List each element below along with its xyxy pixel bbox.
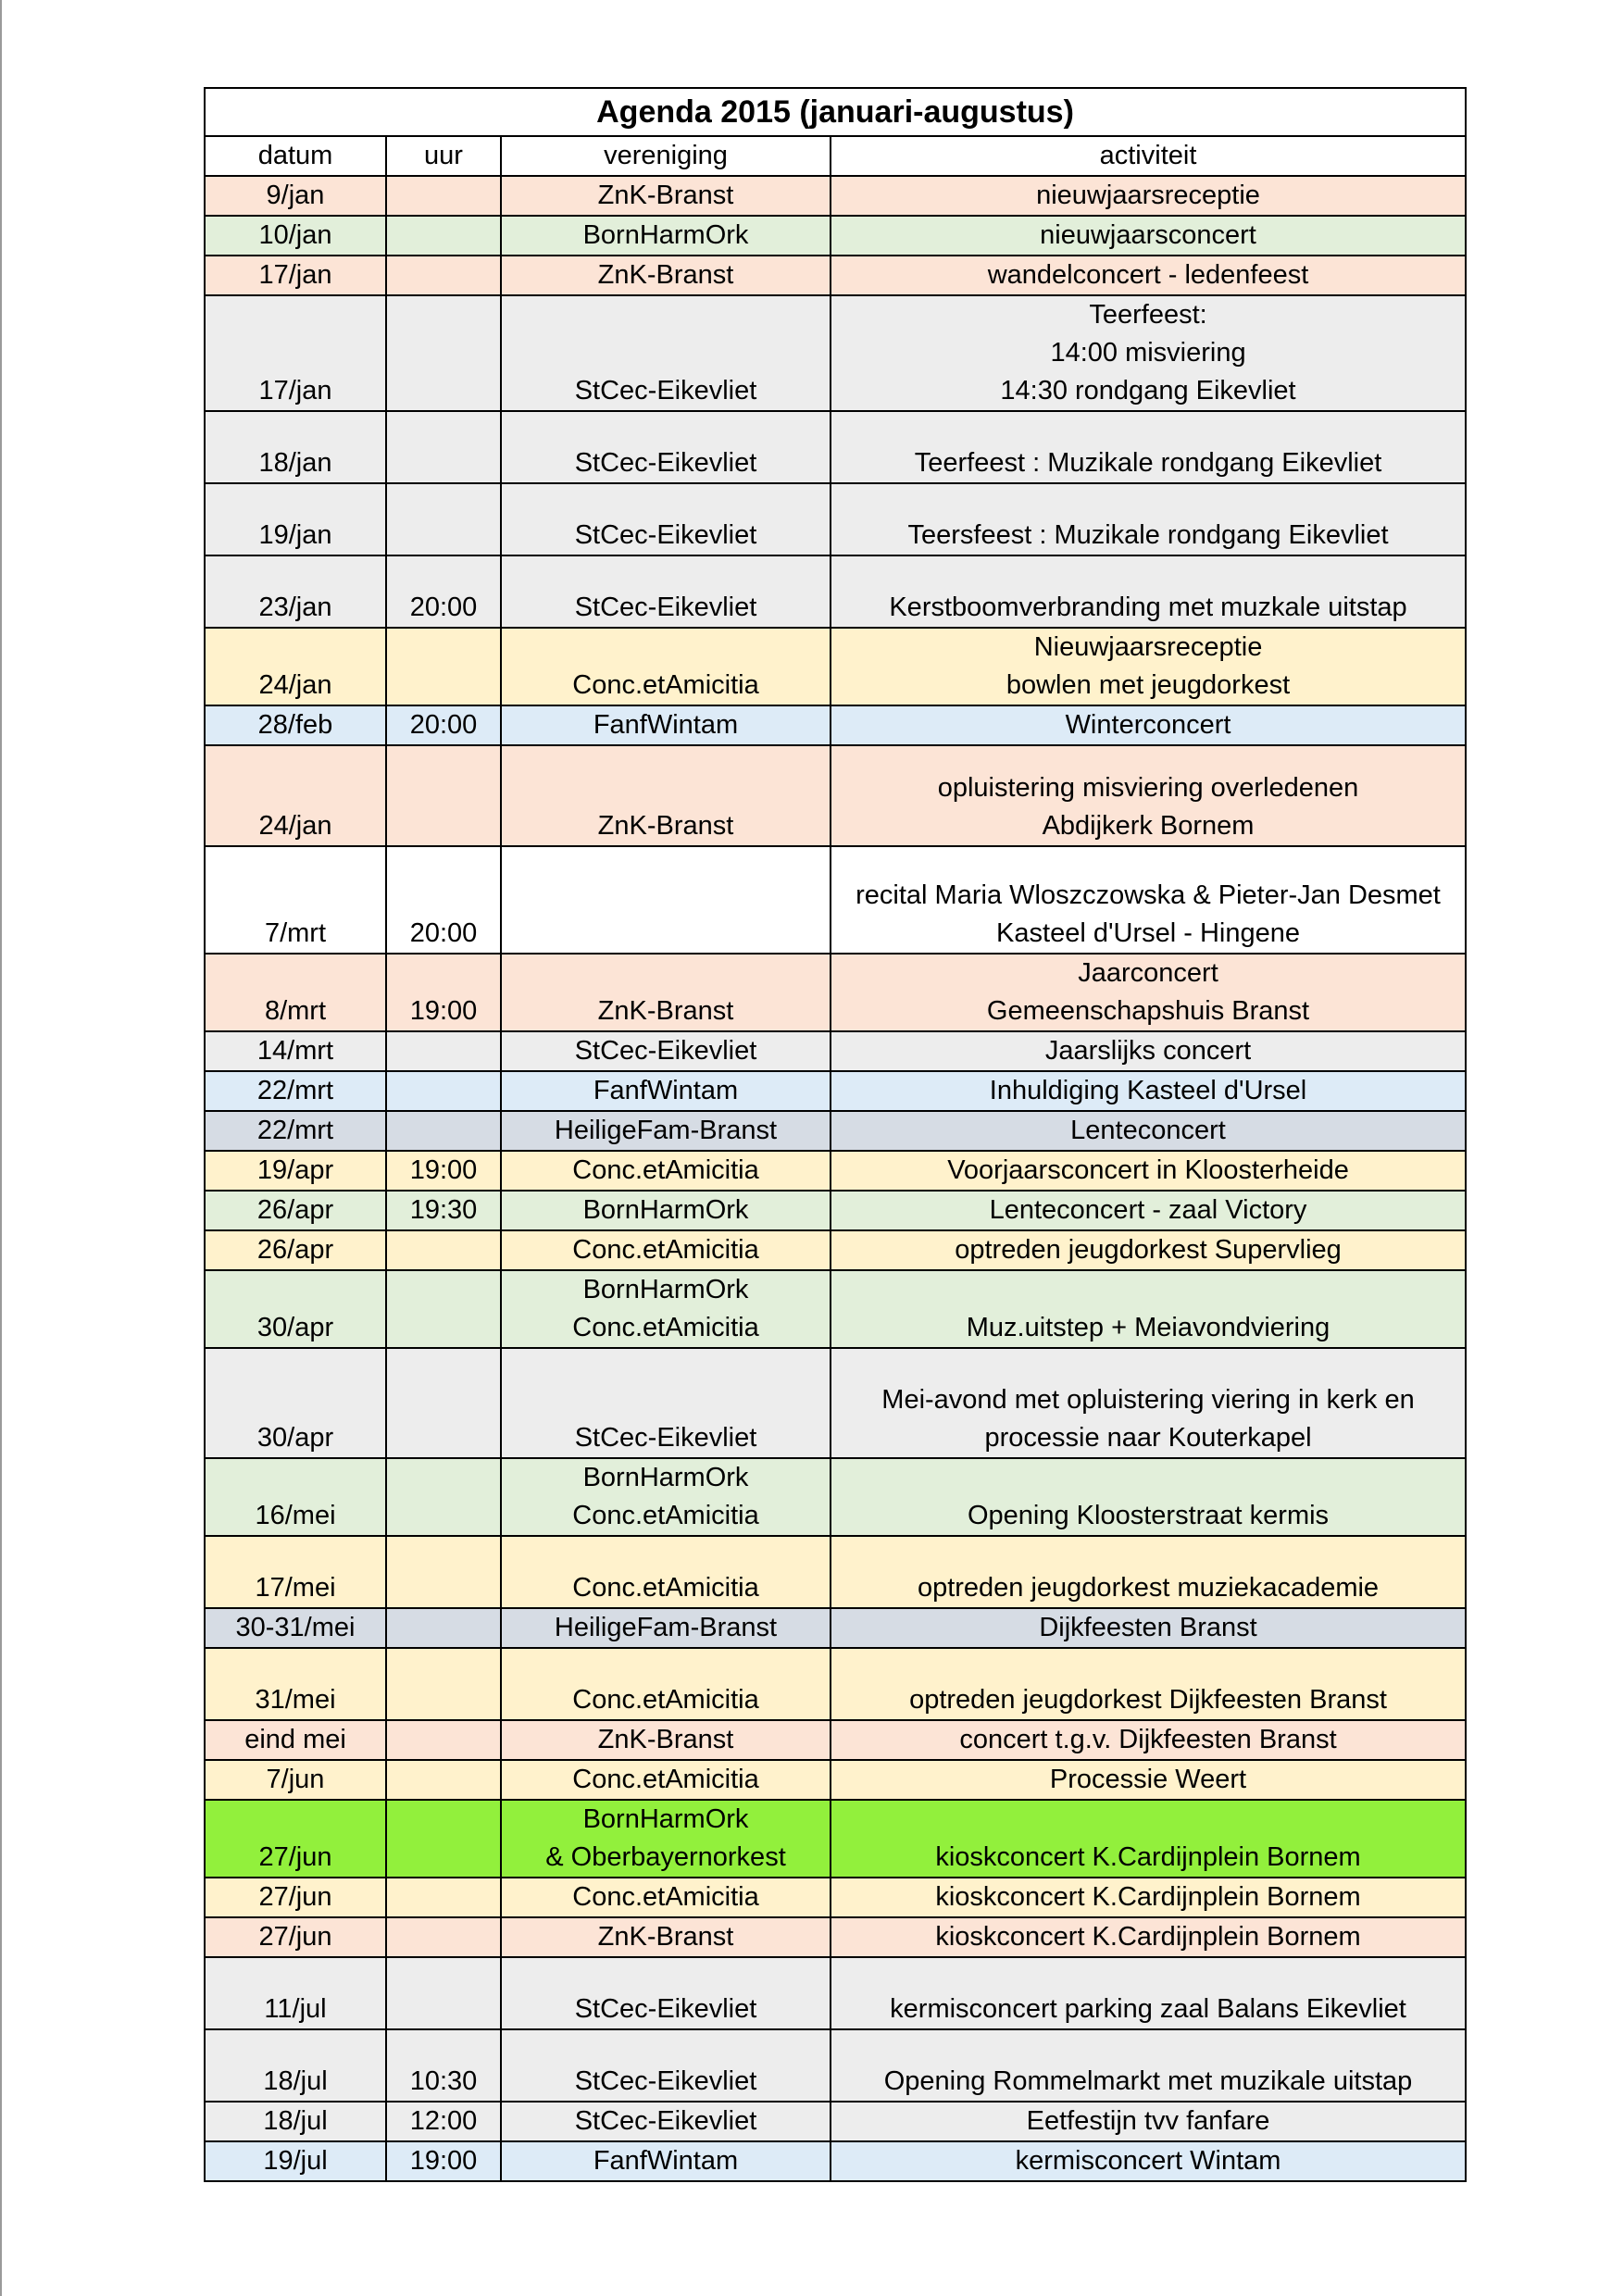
activiteit-cell xyxy=(831,1191,1466,1230)
activiteit-cell-line: Winterconcert xyxy=(1065,710,1231,740)
uur-cell xyxy=(386,1760,501,1800)
uur-cell xyxy=(386,216,501,256)
vereniging-cell xyxy=(501,1800,831,1878)
vereniging-cell-line: StCec-Eikevliet xyxy=(574,2066,757,2096)
activiteit-cell xyxy=(831,1270,1466,1348)
activiteit-cell-line: Processie Weert xyxy=(1049,1765,1247,1794)
agenda-row xyxy=(205,1348,1466,1458)
vereniging-cell-line: Conc.etAmicitia xyxy=(572,1155,759,1185)
uur-cell: 12:00 xyxy=(386,2102,501,2141)
agenda-row xyxy=(205,2141,1466,2181)
agenda-row xyxy=(205,745,1466,846)
agenda-row xyxy=(205,1071,1466,1111)
datum-cell: 19/jul xyxy=(205,2141,386,2181)
uur-cell xyxy=(386,1458,501,1536)
page-left-edge xyxy=(0,0,2,2296)
activiteit-cell xyxy=(831,256,1466,295)
vereniging-cell-line: FanfWintam xyxy=(593,710,739,740)
agenda-row xyxy=(205,1031,1466,1071)
activiteit-cell-line: 14:30 rondgang Eikevliet xyxy=(1000,376,1296,406)
agenda-row xyxy=(205,1151,1466,1191)
activiteit-cell-line: optreden jeugdorkest muziekacademie xyxy=(917,1573,1380,1603)
datum-cell: 8/mrt xyxy=(205,954,386,1031)
datum-cell: 27/jun xyxy=(205,1800,386,1878)
activiteit-cell-line: optreden jeugdorkest Supervlieg xyxy=(955,1235,1342,1265)
uur-cell xyxy=(386,1111,501,1151)
activiteit-cell-line: bowlen met jeugdorkest xyxy=(1006,670,1291,700)
activiteit-cell xyxy=(831,1720,1466,1760)
datum-cell: 9/jan xyxy=(205,176,386,216)
datum-cell: 23/jan xyxy=(205,555,386,628)
activiteit-cell xyxy=(831,216,1466,256)
vereniging-cell xyxy=(501,216,831,256)
agenda-title: Agenda 2015 (januari-augustus) xyxy=(205,88,1466,136)
vereniging-cell-line: BornHarmOrk xyxy=(582,1463,749,1492)
activiteit-cell-line: nieuwjaarsreceptie xyxy=(1036,181,1260,210)
agenda-rows xyxy=(205,176,1466,2181)
activiteit-cell-line: Opening Kloosterstraat kermis xyxy=(967,1501,1330,1530)
datum-cell: 26/apr xyxy=(205,1191,386,1230)
agenda-row xyxy=(205,555,1466,628)
vereniging-cell xyxy=(501,846,831,954)
vereniging-cell-line: StCec-Eikevliet xyxy=(574,448,757,478)
activiteit-cell xyxy=(831,1648,1466,1720)
activiteit-cell-line: Jaarconcert xyxy=(1078,958,1218,988)
vereniging-cell-line: BornHarmOrk xyxy=(582,1804,749,1834)
uur-cell xyxy=(386,1348,501,1458)
vereniging-cell-line: Conc.etAmicitia xyxy=(572,1235,759,1265)
datum-cell: 27/jun xyxy=(205,1917,386,1957)
datum-cell: 27/jun xyxy=(205,1878,386,1917)
activiteit-cell xyxy=(831,1348,1466,1458)
datum-cell: 18/jul xyxy=(205,2102,386,2141)
datum-cell: 24/jan xyxy=(205,628,386,705)
vereniging-cell xyxy=(501,1720,831,1760)
vereniging-cell-line: StCec-Eikevliet xyxy=(574,520,757,550)
uur-cell xyxy=(386,1270,501,1348)
datum-cell: 11/jul xyxy=(205,1957,386,2029)
vereniging-cell xyxy=(501,745,831,846)
uur-cell xyxy=(386,295,501,411)
vereniging-cell xyxy=(501,954,831,1031)
activiteit-cell-line: processie naar Kouterkapel xyxy=(984,1423,1312,1453)
datum-cell: 22/mrt xyxy=(205,1111,386,1151)
activiteit-cell-line: kioskconcert K.Cardijnplein Bornem xyxy=(935,1842,1361,1872)
datum-cell: eind mei xyxy=(205,1720,386,1760)
vereniging-cell-line: Conc.etAmicitia xyxy=(572,1765,759,1794)
vereniging-cell-line: BornHarmOrk xyxy=(582,220,749,250)
vereniging-cell-line: HeiligeFam-Branst xyxy=(554,1116,778,1145)
datum-cell: 7/mrt xyxy=(205,846,386,954)
vereniging-cell xyxy=(501,1760,831,1800)
datum-cell: 31/mei xyxy=(205,1648,386,1720)
vereniging-cell xyxy=(501,1878,831,1917)
datum-cell: 17/jan xyxy=(205,295,386,411)
uur-cell xyxy=(386,1878,501,1917)
vereniging-cell-line: ZnK-Branst xyxy=(597,996,734,1026)
vereniging-cell-line: Conc.etAmicitia xyxy=(572,1685,759,1715)
activiteit-cell-line: wandelconcert - ledenfeest xyxy=(987,260,1309,290)
agenda-row xyxy=(205,1270,1466,1348)
vereniging-cell-line: ZnK-Branst xyxy=(597,260,734,290)
activiteit-cell xyxy=(831,1536,1466,1608)
agenda-row xyxy=(205,705,1466,745)
activiteit-cell xyxy=(831,1151,1466,1191)
agenda-row xyxy=(205,256,1466,295)
agenda-row xyxy=(205,1800,1466,1878)
uur-cell xyxy=(386,411,501,483)
activiteit-cell-line: Teerfeest: xyxy=(1089,300,1207,330)
agenda-row xyxy=(205,295,1466,411)
agenda-row xyxy=(205,1878,1466,1917)
activiteit-cell-line: concert t.g.v. Dijkfeesten Branst xyxy=(959,1725,1337,1754)
vereniging-cell xyxy=(501,2102,831,2141)
uur-cell: 19:30 xyxy=(386,1191,501,1230)
vereniging-cell-line: StCec-Eikevliet xyxy=(574,376,757,406)
uur-cell xyxy=(386,1648,501,1720)
vereniging-cell xyxy=(501,1917,831,1957)
vereniging-cell-line: FanfWintam xyxy=(593,1076,739,1105)
datum-cell: 19/apr xyxy=(205,1151,386,1191)
activiteit-cell xyxy=(831,176,1466,216)
uur-cell: 19:00 xyxy=(386,1151,501,1191)
uur-cell: 20:00 xyxy=(386,846,501,954)
datum-cell: 26/apr xyxy=(205,1230,386,1270)
uur-cell xyxy=(386,1720,501,1760)
activiteit-cell xyxy=(831,2029,1466,2102)
uur-cell: 20:00 xyxy=(386,555,501,628)
uur-cell: 20:00 xyxy=(386,705,501,745)
vereniging-cell-line: StCec-Eikevliet xyxy=(574,1036,757,1066)
vereniging-cell xyxy=(501,1348,831,1458)
activiteit-cell xyxy=(831,1458,1466,1536)
agenda-row xyxy=(205,1111,1466,1151)
uur-cell xyxy=(386,1536,501,1608)
activiteit-cell xyxy=(831,2141,1466,2181)
agenda-row xyxy=(205,1760,1466,1800)
vereniging-cell-line: HeiligeFam-Branst xyxy=(554,1613,778,1642)
uur-cell: 10:30 xyxy=(386,2029,501,2102)
datum-cell: 18/jul xyxy=(205,2029,386,2102)
vereniging-cell xyxy=(501,2141,831,2181)
activiteit-cell-line: kioskconcert K.Cardijnplein Bornem xyxy=(935,1882,1361,1912)
header-vereniging: vereniging xyxy=(501,136,831,176)
agenda-row xyxy=(205,411,1466,483)
datum-cell: 24/jan xyxy=(205,745,386,846)
activiteit-cell-line: Eetfestijn tvv fanfare xyxy=(1026,2106,1270,2136)
agenda-row xyxy=(205,1720,1466,1760)
activiteit-cell-line: Teerfeest : Muzikale rondgang Eikevliet xyxy=(914,448,1382,478)
activiteit-cell xyxy=(831,555,1466,628)
activiteit-cell xyxy=(831,954,1466,1031)
activiteit-cell xyxy=(831,1800,1466,1878)
vereniging-cell xyxy=(501,1031,831,1071)
activiteit-cell xyxy=(831,411,1466,483)
activiteit-cell xyxy=(831,1878,1466,1917)
activiteit-cell-line: kermisconcert parking zaal Balans Eikevliet xyxy=(890,1994,1406,2024)
vereniging-cell xyxy=(501,176,831,216)
uur-cell xyxy=(386,256,501,295)
activiteit-cell xyxy=(831,2102,1466,2141)
datum-cell: 14/mrt xyxy=(205,1031,386,1071)
datum-cell: 28/feb xyxy=(205,705,386,745)
vereniging-cell-line: Conc.etAmicitia xyxy=(572,1501,759,1530)
activiteit-cell xyxy=(831,1111,1466,1151)
activiteit-cell-line: Kerstboomverbranding met muzkale uitstap xyxy=(889,593,1407,622)
vereniging-cell xyxy=(501,2029,831,2102)
datum-cell: 30-31/mei xyxy=(205,1608,386,1648)
activiteit-cell xyxy=(831,1760,1466,1800)
agenda-row xyxy=(205,2029,1466,2102)
activiteit-cell xyxy=(831,295,1466,411)
activiteit-cell-line: Abdijkerk Bornem xyxy=(1042,811,1255,841)
agenda-row xyxy=(205,1648,1466,1720)
activiteit-cell-line: Inhuldiging Kasteel d'Ursel xyxy=(989,1076,1307,1105)
uur-cell xyxy=(386,1957,501,2029)
vereniging-cell xyxy=(501,1111,831,1151)
agenda-table xyxy=(204,87,1467,2182)
agenda-row xyxy=(205,628,1466,705)
agenda-row xyxy=(205,2102,1466,2141)
uur-cell xyxy=(386,745,501,846)
vereniging-cell xyxy=(501,1536,831,1608)
header-datum: datum xyxy=(205,136,386,176)
activiteit-cell xyxy=(831,1031,1466,1071)
vereniging-cell xyxy=(501,256,831,295)
uur-cell: 19:00 xyxy=(386,954,501,1031)
vereniging-cell-line: FanfWintam xyxy=(593,2146,739,2176)
agenda-row xyxy=(205,1917,1466,1957)
vereniging-cell-line: BornHarmOrk xyxy=(582,1195,749,1225)
agenda-row xyxy=(205,846,1466,954)
activiteit-cell-line: Jaarslijks concert xyxy=(1044,1036,1252,1066)
vereniging-cell xyxy=(501,555,831,628)
agenda-row xyxy=(205,176,1466,216)
activiteit-cell-line: Teersfeest : Muzikale rondgang Eikevliet xyxy=(907,520,1389,550)
activiteit-cell-line: Dijkfeesten Branst xyxy=(1039,1613,1257,1642)
vereniging-cell xyxy=(501,1230,831,1270)
vereniging-cell xyxy=(501,1608,831,1648)
activiteit-cell xyxy=(831,1230,1466,1270)
activiteit-cell-line: 14:00 misviering xyxy=(1050,338,1246,368)
activiteit-cell xyxy=(831,1071,1466,1111)
vereniging-cell xyxy=(501,628,831,705)
activiteit-cell xyxy=(831,1957,1466,2029)
vereniging-cell xyxy=(501,1071,831,1111)
datum-cell: 30/apr xyxy=(205,1348,386,1458)
uur-cell xyxy=(386,483,501,555)
activiteit-cell-line: Gemeenschapshuis Branst xyxy=(986,996,1310,1026)
activiteit-cell xyxy=(831,1608,1466,1648)
vereniging-cell-line: StCec-Eikevliet xyxy=(574,2106,757,2136)
activiteit-cell xyxy=(831,1917,1466,1957)
activiteit-cell-line: Opening Rommelmarkt met muzikale uitstap xyxy=(883,2066,1413,2096)
activiteit-cell-line: opluistering misviering overledenen xyxy=(937,773,1359,803)
vereniging-cell-line: Conc.etAmicitia xyxy=(572,1882,759,1912)
datum-cell: 17/mei xyxy=(205,1536,386,1608)
agenda-row xyxy=(205,1230,1466,1270)
agenda-row xyxy=(205,483,1466,555)
vereniging-cell xyxy=(501,411,831,483)
activiteit-cell xyxy=(831,483,1466,555)
datum-cell: 18/jan xyxy=(205,411,386,483)
datum-cell: 7/jun xyxy=(205,1760,386,1800)
datum-cell: 10/jan xyxy=(205,216,386,256)
datum-cell: 16/mei xyxy=(205,1458,386,1536)
activiteit-cell xyxy=(831,745,1466,846)
datum-cell: 19/jan xyxy=(205,483,386,555)
vereniging-cell-line: StCec-Eikevliet xyxy=(574,1994,757,2024)
activiteit-cell-line: Lenteconcert xyxy=(1070,1116,1226,1145)
uur-cell xyxy=(386,1800,501,1878)
vereniging-cell xyxy=(501,1151,831,1191)
activiteit-cell xyxy=(831,846,1466,954)
agenda-row xyxy=(205,1458,1466,1536)
vereniging-cell-line: StCec-Eikevliet xyxy=(574,1423,757,1453)
vereniging-cell-line: ZnK-Branst xyxy=(597,811,734,841)
vereniging-cell-line: BornHarmOrk xyxy=(582,1275,749,1304)
vereniging-cell-line: StCec-Eikevliet xyxy=(574,593,757,622)
header-uur: uur xyxy=(386,136,501,176)
agenda-row xyxy=(205,216,1466,256)
activiteit-cell-line: Mei-avond met opluistering viering in kerk en xyxy=(881,1385,1415,1415)
vereniging-cell xyxy=(501,483,831,555)
datum-cell: 17/jan xyxy=(205,256,386,295)
vereniging-cell-line: ZnK-Branst xyxy=(597,1725,734,1754)
activiteit-cell xyxy=(831,628,1466,705)
activiteit-cell-line: Muz.uitstep + Meiavondviering xyxy=(966,1313,1330,1342)
uur-cell xyxy=(386,176,501,216)
vereniging-cell xyxy=(501,295,831,411)
vereniging-cell-line: ZnK-Branst xyxy=(597,1922,734,1952)
activiteit-cell-line: Kasteel d'Ursel - Hingene xyxy=(996,918,1300,948)
agenda-row xyxy=(205,1957,1466,2029)
datum-cell: 30/apr xyxy=(205,1270,386,1348)
uur-cell: 19:00 xyxy=(386,2141,501,2181)
vereniging-cell xyxy=(501,1458,831,1536)
uur-cell xyxy=(386,1071,501,1111)
vereniging-cell xyxy=(501,1957,831,2029)
activiteit-cell xyxy=(831,705,1466,745)
vereniging-cell-line: Conc.etAmicitia xyxy=(572,670,759,700)
uur-cell xyxy=(386,1031,501,1071)
vereniging-cell xyxy=(501,705,831,745)
uur-cell xyxy=(386,1230,501,1270)
agenda-row xyxy=(205,1191,1466,1230)
vereniging-cell-line: Conc.etAmicitia xyxy=(572,1313,759,1342)
activiteit-cell-line: Nieuwjaarsreceptie xyxy=(1033,632,1263,662)
activiteit-cell-line: Lenteconcert - zaal Victory xyxy=(989,1195,1307,1225)
activiteit-cell-line: kermisconcert Wintam xyxy=(1015,2146,1281,2176)
agenda-row xyxy=(205,954,1466,1031)
activiteit-cell-line: optreden jeugdorkest Dijkfeesten Branst xyxy=(909,1685,1387,1715)
uur-cell xyxy=(386,1608,501,1648)
uur-cell xyxy=(386,1917,501,1957)
vereniging-cell xyxy=(501,1191,831,1230)
activiteit-cell-line: recital Maria Wloszczowska & Pieter-Jan Desmet xyxy=(856,880,1441,910)
header-activiteit: activiteit xyxy=(831,136,1466,176)
vereniging-cell xyxy=(501,1270,831,1348)
agenda-row xyxy=(205,1536,1466,1608)
uur-cell xyxy=(386,628,501,705)
vereniging-cell-line: & Oberbayernorkest xyxy=(545,1842,786,1872)
activiteit-cell-line: nieuwjaarsconcert xyxy=(1040,220,1256,250)
activiteit-cell-line: kioskconcert K.Cardijnplein Bornem xyxy=(935,1922,1361,1952)
datum-cell: 22/mrt xyxy=(205,1071,386,1111)
agenda-row xyxy=(205,1608,1466,1648)
vereniging-cell-line: ZnK-Branst xyxy=(597,181,734,210)
activiteit-cell-line: Voorjaarsconcert in Kloosterheide xyxy=(947,1155,1349,1185)
vereniging-cell xyxy=(501,1648,831,1720)
vereniging-cell-line: Conc.etAmicitia xyxy=(572,1573,759,1603)
